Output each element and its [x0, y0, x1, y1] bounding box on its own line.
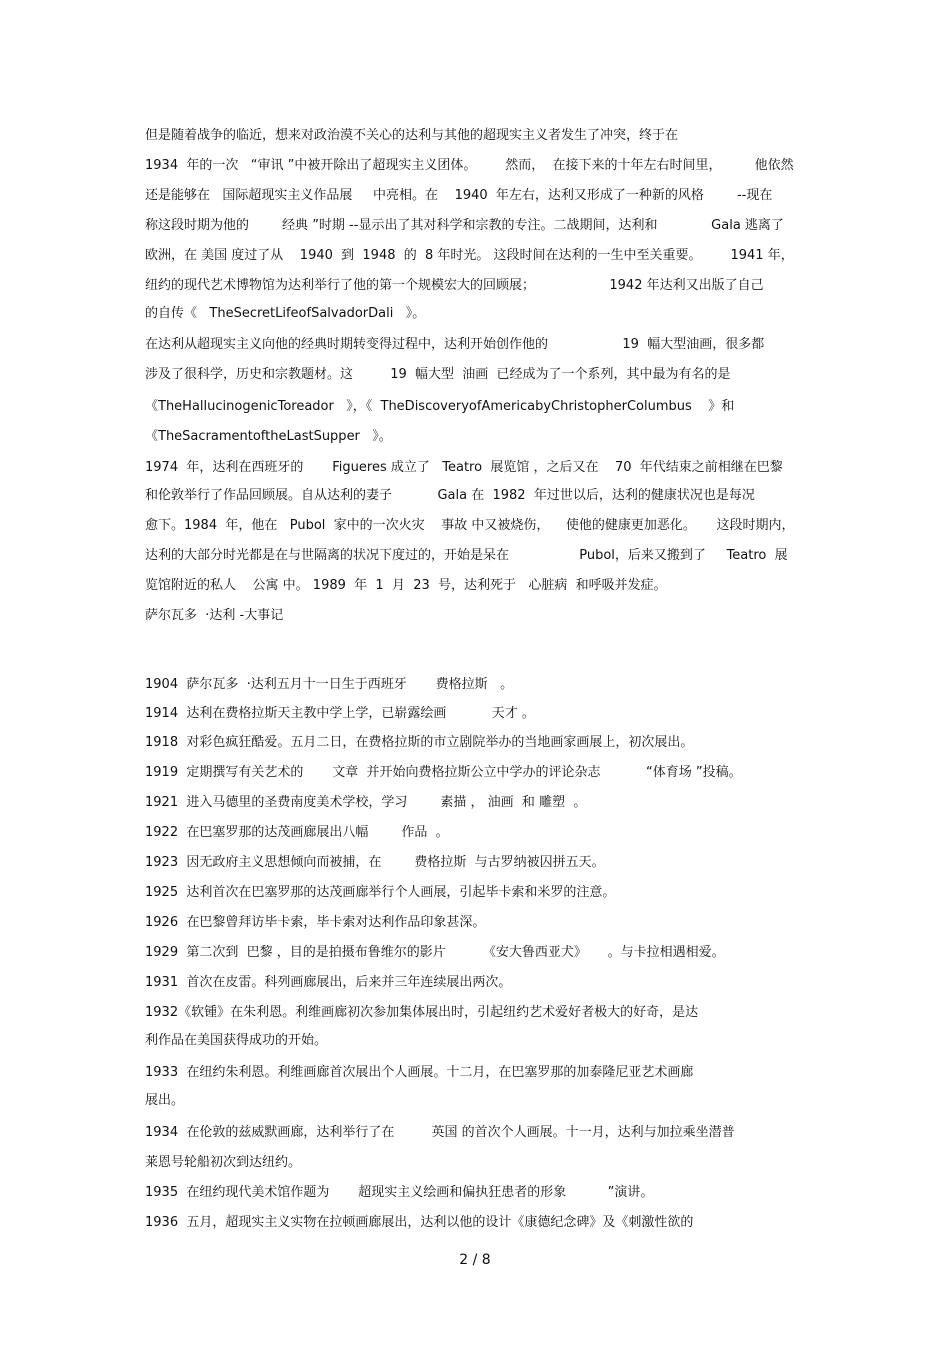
chronology-line: 1925 达利首次在巴塞罗那的达茂画廊举行个人画展，引起毕卡索和米罗的注意。 — [145, 885, 616, 900]
paragraph-3-line: 1974 年，达利在西班牙的 Figueres 成立了 Teatro 展览馆 ，之后又在 70 年代结束之前相继在巴黎 — [145, 460, 783, 475]
paragraph-2-line: 《TheSacramentoftheLastSupper 》。 — [145, 429, 392, 444]
paragraph-3-line: 达利的大部分时光都是在与世隔离的状况下度过的，开始是呆在 Pubol，后来又搬到了 Teatro 展 — [145, 548, 788, 563]
intro-paragraph-line: 纽约的现代艺术博物馆为达利举行了他的第一个规模宏大的回顾展； 1942 年达利又出版了自己 — [145, 278, 764, 293]
intro-paragraph-line: 1934 年的一次 “审讯 ”中被开除出了超现实主义团体。 然而， 在接下来的十年左右时间里， 他依然 — [145, 158, 794, 173]
chronology-line: 利作品在美国获得成功的开始。 — [145, 1033, 328, 1048]
paragraph-3-line: 和伦敦举行了作品回顾展。自从达利的妻子 Gala 在 1982 年过世以后，达利的健康状况也是每况 — [145, 488, 755, 503]
chronology-line: 1935 在纽约现代美术馆作题为 超现实主义绘画和偏执狂患者的形象 ”演讲。 — [145, 1185, 654, 1200]
chronology-line: 展出。 — [145, 1093, 185, 1108]
chronology-line: 1918 对彩色疯狂酷爱。五月二日，在费格拉斯的市立剧院举办的当地画家画展上，初次展出。 — [145, 735, 694, 750]
chronology-line: 1936 五月，超现实主义实物在拉顿画廊展出，达利以他的设计《康德纪念碑》及《刺激性欲的 — [145, 1215, 694, 1230]
intro-paragraph-line: 欧洲，在 美国 度过了从 1940 到 1948 的 8 年时光。 这段时间在达利的一生中至关重要。 1941 年， — [145, 248, 794, 263]
chronology-line: 1922 在巴塞罗那的达茂画廊展出八幅 作品 。 — [145, 825, 449, 840]
chronology-title: 萨尔瓦多 ·达利 -大事记 — [145, 608, 284, 623]
chronology-line: 1919 定期撰写有关艺术的 文章 并开始向费格拉斯公立中学办的评论杂志 “体育场 ”投稿。 — [145, 765, 742, 780]
paragraph-3-line: 览馆附近的私人 公寓 中。 1989 年 1 月 23 号，达利死于 心脏病 和呼吸并发症。 — [145, 578, 667, 593]
chronology-line: 1931 首次在皮雷。科列画廊展出，后来并三年连续展出两次。 — [145, 975, 512, 990]
paragraph-2-line: 涉及了很科学，历史和宗教题材。这 19 幅大型 油画 已经成为了一个系列，其中最为有名的是 — [145, 367, 731, 382]
chronology-line: 1914 达利在费格拉斯天主教中学上学，已崭露绘画 天才 。 — [145, 706, 535, 721]
intro-paragraph-line: 的自传《 TheSecretLifeofSalvadorDali 》。 — [145, 306, 426, 321]
chronology-line: 1926 在巴黎曾拜访毕卡索，毕卡索对达利作品印象甚深。 — [145, 915, 486, 930]
chronology-line: 1904 萨尔瓦多 ·达利五月十一日生于西班牙 费格拉斯 。 — [145, 677, 514, 692]
chronology-line: 1923 因无政府主义思想倾向而被捕，在 费格拉斯 与古罗纳被囚拼五天。 — [145, 855, 605, 870]
paragraph-2-line: 在达利从超现实主义向他的经典时期转变得过程中，达利开始创作他的 19 幅大型油画，很多都 — [145, 337, 765, 352]
chronology-line: 1921 进入马德里的圣费南度美术学校，学习 素描 ， 油画 和 雕塑 。 — [145, 795, 587, 810]
chronology-line: 1933 在纽约朱利恩。利维画廊首次展出个人画展。十二月，在巴塞罗那的加泰隆尼亚艺术画廊 — [145, 1065, 694, 1080]
intro-paragraph-line: 还是能够在 国际超现实主义作品展 中亮相。在 1940 年左右，达利又形成了一种新的风格 --现在 — [145, 188, 773, 203]
paragraph-2-line: 《TheHallucinogenicToreador 》，《 TheDiscoveryofAmericabyChristopherColumbus 》和 — [145, 399, 735, 414]
paragraph-3-line: 愈下。1984 年，他在 Pubol 家中的一次火灾 事故 中又被烧伤， 使他的健康更加恶化。 这段时期内， — [145, 518, 795, 533]
chronology-line: 莱恩号轮船初次到达纽约。 — [145, 1155, 302, 1170]
chronology-line: 1934 在伦敦的兹威默画廊，达利举行了在 英国 的首次个人画展。十一月，达利与加拉乘坐潜普 — [145, 1125, 735, 1140]
intro-paragraph-line: 称这段时期为他的 经典 ”时期 --显示出了其对科学和宗教的专注。二战期间，达利和 Gala 逃离了 — [145, 218, 784, 233]
chronology-line: 1932《软锺》在朱利恩。利维画廊初次参加集体展出时，引起纽约艺术爱好者极大的好奇，是达 — [145, 1005, 699, 1020]
chronology-line: 1929 第二次到 巴黎 ，目的是拍摄布鲁维尔的影片 《安大鲁西亚犬》 。与卡拉相遇相爱。 — [145, 945, 725, 960]
intro-paragraph-line: 但是随着战争的临近，想来对政治漠不关心的达利与其他的超现实主义者发生了冲突，终于在 — [145, 128, 679, 143]
page-number: 2 / 8 — [459, 1252, 491, 1268]
